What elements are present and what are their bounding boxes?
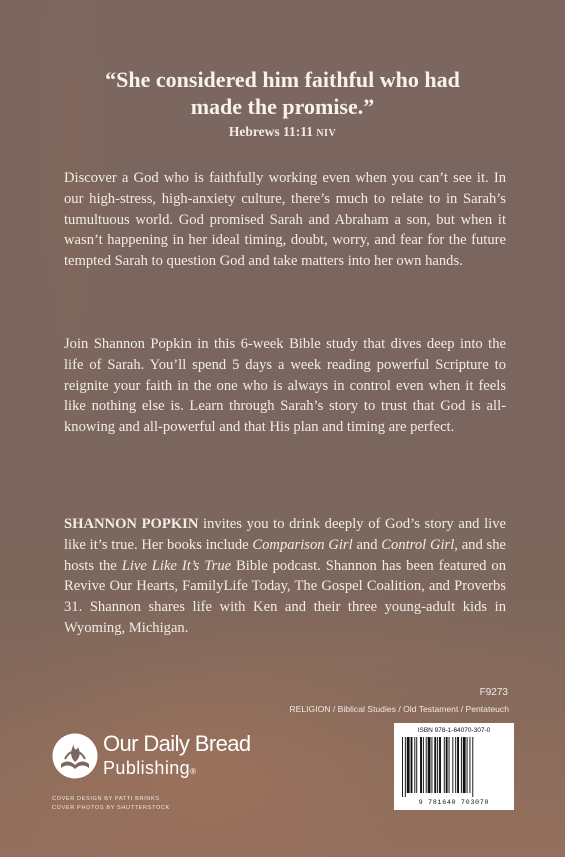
barcode-bar <box>416 737 417 793</box>
citation-version: NIV <box>316 128 337 139</box>
barcode-bar <box>411 737 413 793</box>
isbn-barcode <box>394 723 514 810</box>
barcode-bar <box>457 737 459 793</box>
barcode-bar <box>402 737 403 797</box>
publisher-subtitle-text: Publishing <box>103 758 191 778</box>
barcode-digits: 9 781640 703070 <box>418 799 490 806</box>
barcode-bar <box>437 737 438 793</box>
barcode-bar <box>452 737 453 793</box>
description-paragraph-2: Join Shannon Popkin in this 6-week Bible study that dives deep into the life of Sarah. You’ll spend 5 days a week reading powerful Scripture to reignite your faith in the one who is always in control even when it feels like nothing else is. Learn through Sarah’s story to trust that God is all-knowing and all-powerful and that His plan and timing are perfect. <box>64 336 506 436</box>
barcode-bar <box>444 737 445 793</box>
barcode-bar <box>439 737 441 793</box>
barcode-bar <box>405 737 406 797</box>
book-title-comparison-girl: Comparison Girl <box>252 536 353 553</box>
quote-line-1: “She considered him faithful who had <box>105 67 460 92</box>
bisac-category: RELIGION / Biblical Studies / Old Testament / Pentateuch <box>289 704 509 714</box>
cover-photos-credit: COVER PHOTOS BY SHUTTERSTOCK <box>52 805 170 811</box>
barcode-bar <box>455 737 456 793</box>
barcode-bar <box>472 737 473 797</box>
barcode-bar <box>463 737 466 793</box>
registered-mark: ® <box>190 767 197 776</box>
author-bio <box>64 514 506 639</box>
author-name: SHANNON POPKIN <box>64 516 199 532</box>
barcode-bar <box>423 737 424 793</box>
barcode-bar <box>407 737 410 793</box>
bio-text-2: and <box>352 536 382 553</box>
barcode-bar <box>449 737 450 793</box>
publisher-subtitle <box>103 757 196 783</box>
barcode-bar <box>414 737 415 793</box>
isbn-label: ISBN 978-1-64070-307-0 <box>417 727 491 734</box>
barcode-bar <box>467 737 468 793</box>
barcode-bar <box>426 737 427 793</box>
book-title-control-girl: Control Girl <box>381 536 455 553</box>
citation-reference: Hebrews 11:11 <box>228 124 313 139</box>
quote-citation <box>60 124 505 140</box>
barcode-bar <box>428 737 431 793</box>
barcode-bars <box>400 737 508 797</box>
barcode-bar <box>461 737 462 793</box>
bio-text-1: invites you to drink deeply of God’s story and live like it’s true. Her books include <box>64 516 507 553</box>
epigraph-quote <box>60 66 505 120</box>
cover-design-credit: COVER DESIGN BY PATTI BRINKS <box>52 796 160 802</box>
bio-text-4: Bible podcast. Shannon has been featured on Revive Our Hearts, FamilyLife Today, The Gospel Coalition, and Proverbs 31. Shannon shares life with Ken and their three young-adult kids in Wyoming, Michigan. <box>64 557 506 636</box>
publisher-name: Our Daily Bread <box>103 731 251 756</box>
bio-text-3: , and she hosts the <box>64 536 506 574</box>
barcode-bar <box>469 737 470 793</box>
barcode-bar <box>431 737 432 793</box>
barcode-bar <box>420 737 422 793</box>
quote-line-2: made the promise.” <box>190 94 375 119</box>
product-code: F9273 <box>479 687 508 698</box>
open-book-flame-icon <box>52 733 98 779</box>
description-paragraph-1: Discover a God who is faithfully working even when you can’t see it. In our high-stress, high-anxiety culture, there’s much to relate to in Sarah’s tumultuous world. God promised Sarah and Abraham a son, but when it wasn’t happening in her ideal timing, doubt, worry, and fear for the future tempted Sarah to question God and take matters into her own hands. <box>64 170 506 270</box>
podcast-title: Live Like It’s True <box>121 557 232 574</box>
barcode-bar <box>446 737 448 793</box>
barcode-bar <box>434 737 436 793</box>
